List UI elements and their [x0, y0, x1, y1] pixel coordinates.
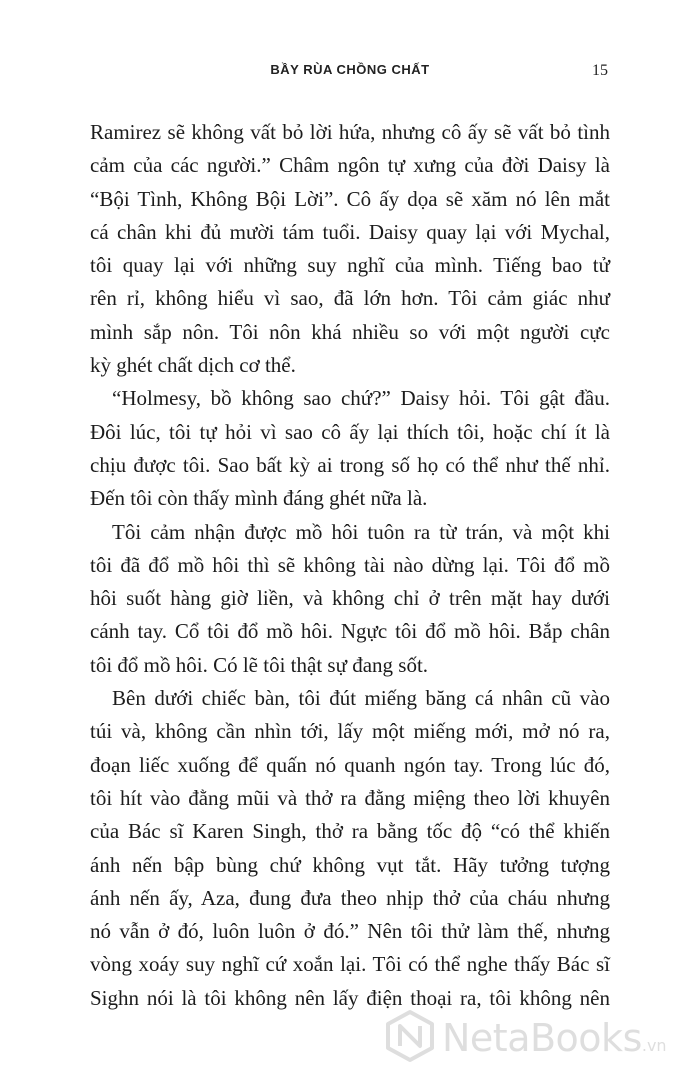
text-line: tôi hít vào đằng mũi và thở ra đằng miệng theo lời khuyên: [90, 785, 610, 810]
text-line: Sighn nói là tôi không nên lấy điện thoại ra, tôi không nên: [90, 985, 610, 1010]
text-line: ánh nến ấy, Aza, đung đưa theo nhịp thở của cháu nhưng: [90, 885, 610, 910]
watermark-text: [442, 1016, 667, 1060]
text-line: Đôi lúc, tôi tự hỏi vì sao cô ấy lại thích tôi, hoặc chí ít là: [90, 419, 610, 444]
text-line: chịu được tôi. Sao bất kỳ ai trong số họ có thể như thế nhỉ.: [90, 452, 610, 477]
text-line: nó vẫn ở đó, luôn luôn ở đó.” Nên tôi thử làm thế, nhưng: [90, 919, 610, 944]
running-header: [0, 62, 700, 82]
text-line: của Bác sĩ Karen Singh, thở ra bằng tốc độ “có thể khiến: [90, 819, 610, 844]
text-line: vòng xoáy suy nghĩ cứ xoắn lại. Tôi có thể nghe thấy Bác sĩ: [90, 952, 610, 977]
paragraph: [90, 382, 610, 515]
paragraph: [90, 682, 610, 1015]
text-line: ánh nến bập bùng chứ không vụt tắt. Hãy tưởng tượng: [90, 852, 610, 877]
text-line: Tôi cảm nhận được mồ hôi tuôn ra từ trán, và một khi: [112, 519, 610, 544]
text-line: cánh tay. Cổ tôi đổ mồ hôi. Ngực tôi đổ mồ hôi. Bắp chân: [90, 619, 610, 644]
text-line: “Holmesy, bồ không sao chứ?” Daisy hỏi. Tôi gật đầu.: [112, 386, 610, 411]
text-line: tôi quay lại với những suy nghĩ của mình. Tiếng bao tử: [90, 253, 610, 278]
text-line: túi và, không cần nhìn tới, lấy một miếng mới, mở nó ra,: [90, 719, 610, 744]
paragraph: [90, 116, 610, 382]
text-line: đoạn liếc xuống để quấn nó quanh ngón tay. Trong lúc đó,: [90, 752, 610, 777]
text-line: tôi đổ mồ hôi. Có lẽ tôi thật sự đang sốt.: [90, 652, 429, 677]
text-line: Đến tôi còn thấy mình đáng ghét nữa là.: [90, 486, 428, 511]
text-line: rên rỉ, không hiểu vì sao, đã lớn hơn. Tôi cảm giác như: [90, 286, 610, 311]
watermark: [382, 1004, 692, 1068]
page-number: 15: [592, 62, 608, 79]
text-line: kỳ ghét chất dịch cơ thể.: [90, 353, 296, 378]
paragraph: [90, 516, 610, 682]
text-line: Bên dưới chiếc bàn, tôi đút miếng băng cá nhân cũ vào: [112, 686, 610, 711]
text-line: tôi đã đổ mồ hôi thì sẽ không tài nào dừng lại. Tôi đổ mồ: [90, 552, 610, 577]
text-line: Ramirez sẽ không vất bỏ lời hứa, nhưng cô ấy sẽ vất bỏ tình: [90, 120, 610, 144]
text-line: hôi suốt hàng giờ liền, và không chỉ ở trên mặt hay dưới: [90, 586, 610, 611]
running-title: BẦY RÙA CHỒNG CHẤT: [270, 62, 430, 77]
watermark-suffix: .vn: [641, 1036, 667, 1055]
body-text: [90, 116, 610, 1015]
netabooks-logo-icon: [382, 1008, 438, 1064]
text-line: mình sắp nôn. Tôi nôn khá nhiều so với một người cực: [90, 319, 610, 344]
text-line: “Bội Tình, Không Bội Lời”. Cô ấy dọa sẽ xăm nó lên mắt: [90, 186, 610, 211]
text-line: cá chân khi đủ mười tám tuổi. Daisy quay lại với Mychal,: [90, 219, 610, 244]
watermark-brand: NetaBooks: [442, 1016, 642, 1060]
text-line: cảm của các người.” Châm ngôn tự xưng của đời Daisy là: [90, 153, 610, 178]
